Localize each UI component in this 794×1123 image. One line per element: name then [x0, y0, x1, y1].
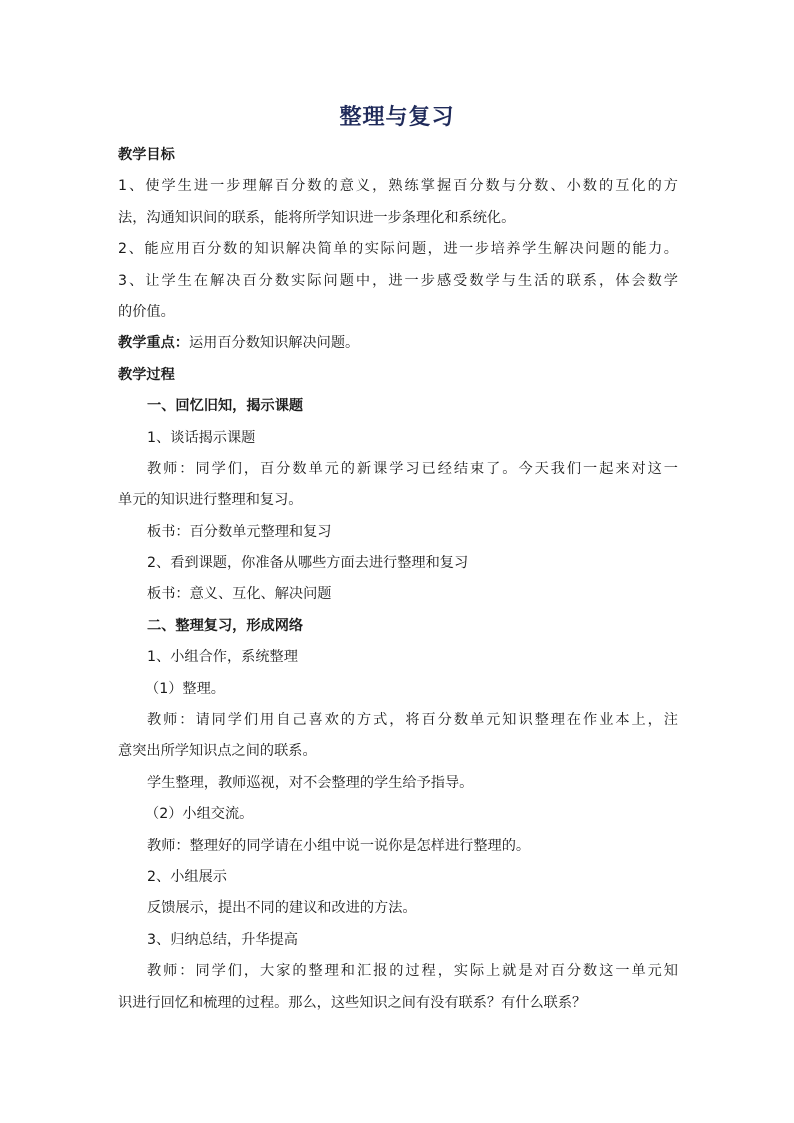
- objective-1-line-1: 1、使学生进一步理解百分数的意义，熟练掌握百分数与分数、小数的互化的方: [118, 178, 678, 195]
- s1-board-1: 板书：百分数单元整理和复习: [147, 523, 332, 540]
- s1-teacher-line-2: 单元的知识进行整理和复习。: [118, 492, 303, 509]
- section-1-heading: 一、回忆旧知，揭示课题: [147, 398, 304, 415]
- s2-students: 学生整理，教师巡视，对不会整理的学生给予指导。: [147, 774, 474, 791]
- objective-1-line-2: 法，沟通知识间的联系，能将所学知识进一步条理化和系统化。: [118, 209, 516, 226]
- s2-teacher-1-line-2: 意突出所学知识点之间的联系。: [118, 743, 317, 760]
- s2-feedback: 反馈展示，提出不同的建议和改进的方法。: [147, 900, 417, 917]
- s2-sub-2: （2）小组交流。: [145, 806, 254, 823]
- objective-3-line-2: 的价值。: [118, 303, 175, 320]
- objective-3-line-1: 3、让学生在解决百分数实际问题中，进一步感受数学与生活的联系，体会数学: [118, 272, 678, 289]
- key-point-label: 教学重点：: [118, 335, 189, 352]
- s2-teacher-3-line-2: 识进行回忆和梳理的过程。那么，这些知识之间有没有联系？有什么联系？: [118, 994, 587, 1011]
- s2-teacher-1-line-1: 教师：请同学们用自己喜欢的方式，将百分数单元知识整理在作业本上，注: [147, 712, 678, 729]
- s1-item-1: 1、谈话揭示课题: [147, 429, 256, 446]
- document-body: [118, 140, 678, 1019]
- process-heading: 教学过程: [118, 366, 175, 383]
- s1-board-2: 板书：意义、互化、解决问题: [147, 586, 332, 603]
- s2-teacher-3-line-1: 教师：同学们，大家的整理和汇报的过程，实际上就是对百分数这一单元知: [147, 963, 678, 980]
- key-point: [118, 328, 678, 359]
- s1-item-2: 2、看到课题，你准备从哪些方面去进行整理和复习: [147, 555, 469, 572]
- objectives-heading: 教学目标: [118, 147, 175, 163]
- objective-2: 2、能应用百分数的知识解决简单的实际问题，进一步培养学生解决问题的能力。: [118, 241, 678, 258]
- s2-sub-1: （1）整理。: [145, 680, 225, 697]
- s2-item-3: 3、归纳总结，升华提高: [147, 931, 298, 948]
- s2-item-2: 2、小组展示: [147, 868, 227, 885]
- page-title: 整理与复习: [339, 104, 455, 130]
- s1-teacher-line-1: 教师：同学们，百分数单元的新课学习已经结束了。今天我们一起来对这一: [147, 460, 678, 477]
- s2-teacher-2: 教师：整理好的同学请在小组中说一说你是怎样进行整理的。: [147, 837, 531, 854]
- section-2-heading: 二、整理复习，形成网络: [147, 617, 304, 634]
- key-point-text: 运用百分数知识解决问题。: [188, 335, 360, 352]
- s2-item-1: 1、小组合作，系统整理: [147, 649, 298, 666]
